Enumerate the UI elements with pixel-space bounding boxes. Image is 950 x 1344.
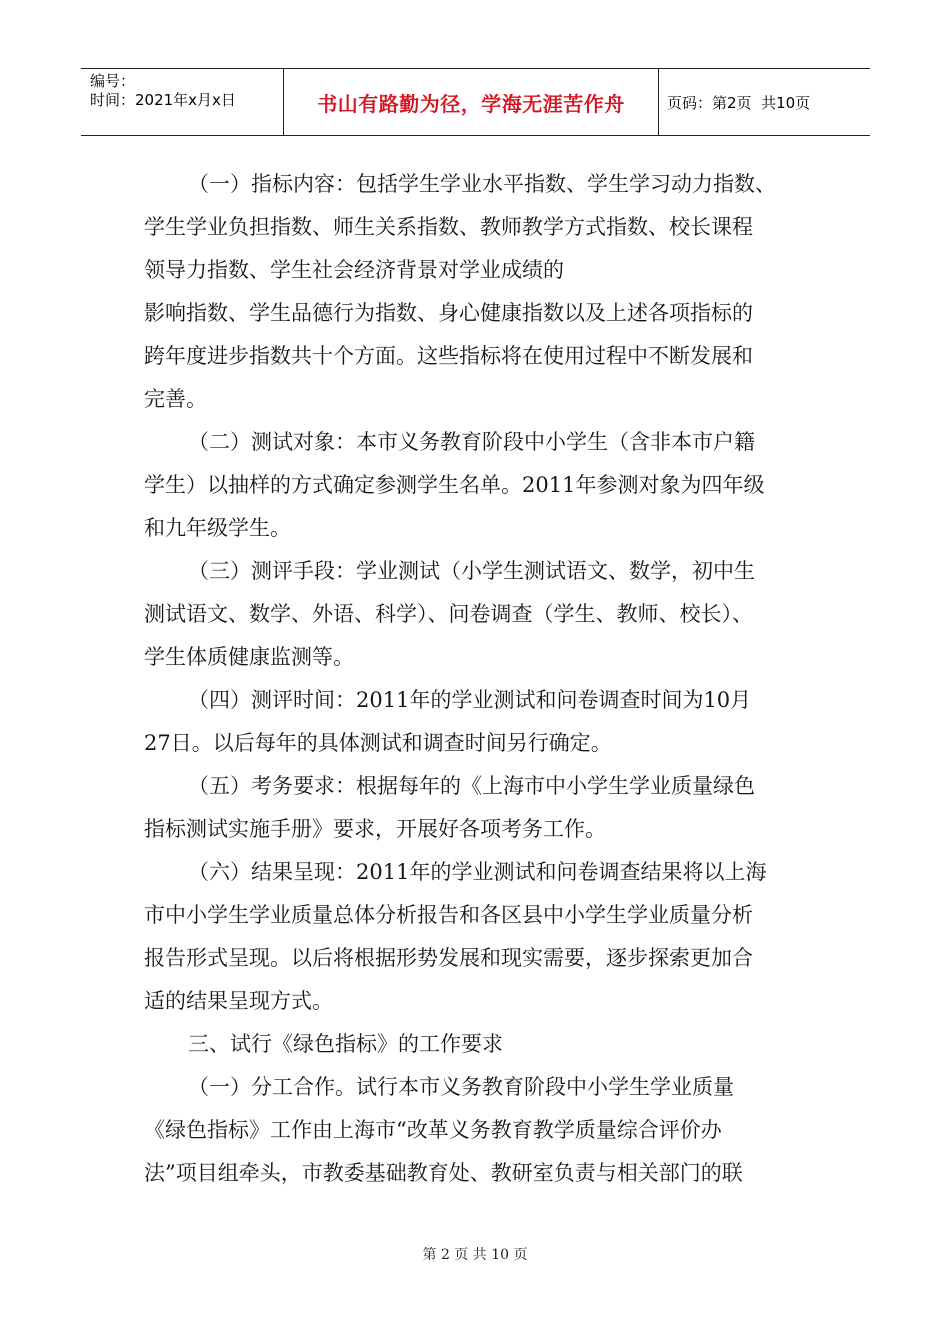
text-line: 领导力指数、学生社会经济背景对学业成绩的 [144,258,564,282]
header-meta [81,69,284,135]
header-motto: 书山有路勤为径，学海无涯苦作舟 [284,69,659,135]
text-line: 学生体质健康监测等。 [144,645,354,669]
text-line: 完善。 [144,387,207,411]
document-number-label: 编号： [90,72,136,90]
document-body [144,163,824,1195]
text-line: （五）考务要求：根据每年的《上海市中小学生学业质量绿色 [188,774,755,798]
text-line: （二）测试对象：本市义务教育阶段中小学生（含非本市户籍 [188,430,755,454]
text-line: 27日。以后每年的具体测试和调查时间另行确定。 [144,731,612,755]
page-footer: 第 2 页 共 10 页 [422,1247,528,1263]
text-line: 影响指数、学生品德行为指数、身心健康指数以及上述各项指标的 [144,301,753,325]
text-line: 法”项目组牵头，市教委基础教育处、教研室负责与相关部门的联 [144,1161,743,1185]
text-line: （一）指标内容：包括学生学业水平指数、学生学习动力指数、 [188,172,776,196]
header-page-info [659,69,870,135]
text-line: 市中小学生学业质量总体分析报告和各区县中小学生学业质量分析 [144,903,753,927]
page-header [81,68,870,136]
text-line: （四）测评时间：2011年的学业测试和问卷调查时间为10月 [188,688,752,712]
text-line: （三）测评手段：学业测试（小学生测试语文、数学，初中生 [188,559,755,583]
text-line: 《绿色指标》工作由上海市“改革义务教育教学质量综合评价办 [144,1118,722,1142]
text-line: （六）结果呈现：2011年的学业测试和问卷调查结果将以上海 [188,860,767,884]
text-line: 三、试行《绿色指标》的工作要求 [188,1032,503,1056]
document-time-label: 时间：2021年x月x日 [90,91,236,109]
text-line: 学生）以抽样的方式确定参测学生名单。2011年参测对象为四年级 [144,473,765,497]
text-line: 指标测试实施手册》要求，开展好各项考务工作。 [144,817,606,841]
text-line: （一）分工合作。试行本市义务教育阶段中小学生学业质量 [188,1075,734,1099]
text-line: 学生学业负担指数、师生关系指数、教师教学方式指数、校长课程 [144,215,753,239]
text-line: 测试语文、数学、外语、科学）、问卷调查（学生、教师、校长）、 [144,602,753,626]
text-line: 适的结果呈现方式。 [144,989,333,1013]
text-line: 跨年度进步指数共十个方面。这些指标将在使用过程中不断发展和 [144,344,753,368]
text-line: 和九年级学生。 [144,516,291,540]
header-page-label: 页码：第2页 共10页 [667,93,811,112]
text-line: 报告形式呈现。以后将根据形势发展和现实需要，逐步探索更加合 [144,946,753,970]
